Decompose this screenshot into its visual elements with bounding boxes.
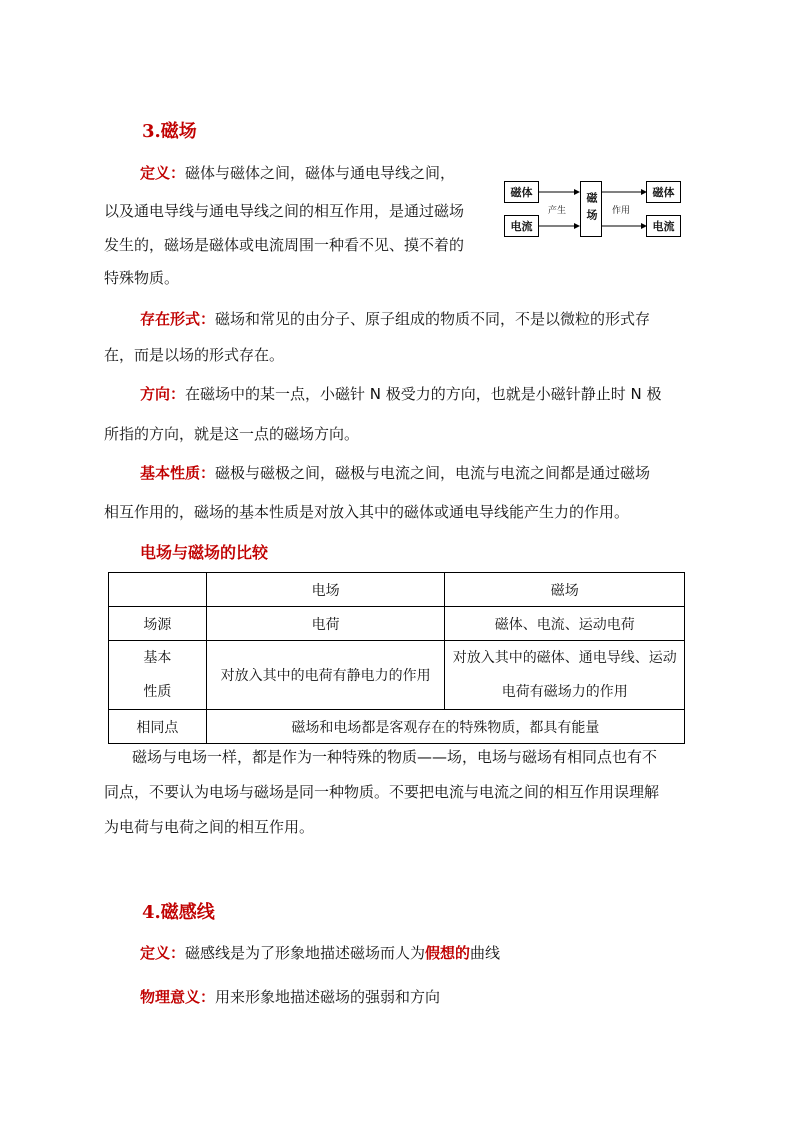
table-header-empty bbox=[109, 573, 207, 607]
box-magnetic-field: 磁场 bbox=[580, 181, 602, 237]
comparison-table bbox=[108, 572, 685, 744]
physical-meaning-text: 用来形象地描述磁场的强弱和方向 bbox=[215, 988, 441, 1006]
property-line-1 bbox=[140, 463, 650, 483]
box-magnet-target: 磁体 bbox=[646, 181, 681, 203]
cell-property-magnetic-1: 对放入其中的磁体、通电导线、运动 bbox=[452, 650, 677, 666]
table-header-magnetic: 磁场 bbox=[445, 573, 685, 607]
label-produce: 产生 bbox=[548, 206, 567, 216]
section-3-heading: 3.磁场 bbox=[142, 121, 197, 142]
table-row-source bbox=[109, 607, 685, 641]
definition-line-3: 发生的，磁场是磁体或电流周围一种看不见、摸不着的 bbox=[104, 236, 465, 254]
table-row-common bbox=[109, 710, 685, 744]
cell-property-magnetic bbox=[445, 641, 685, 710]
cell-property-label-1: 基本 bbox=[143, 650, 172, 666]
definition-text-1: 磁体与磁体之间，磁体与通电导线之间， bbox=[185, 164, 456, 182]
induction-definition-label: 定义： bbox=[140, 944, 186, 962]
note-line-3: 为电荷与电荷之间的相互作用。 bbox=[104, 818, 315, 836]
direction-label: 方向： bbox=[140, 385, 186, 403]
induction-definition-after: 曲线 bbox=[470, 944, 501, 962]
physical-meaning-line bbox=[140, 987, 440, 1007]
definition-line-1 bbox=[140, 163, 455, 183]
definition-line-4: 特殊物质。 bbox=[104, 269, 180, 287]
definition-line-2: 以及通电导线与通电导线之间的相互作用，是通过磁场 bbox=[104, 202, 465, 220]
property-line-2: 相互作用的，磁场的基本性质是对放入其中的磁体或通电导线能产生力的作用。 bbox=[104, 503, 630, 521]
existence-line-2: 在，而是以场的形式存在。 bbox=[104, 346, 285, 364]
induction-definition-line bbox=[140, 943, 500, 963]
induction-definition-before: 磁感线是为了形象地描述磁场而人为 bbox=[185, 944, 426, 962]
cell-property-electric: 对放入其中的电荷有静电力的作用 bbox=[206, 641, 445, 710]
box-current-target: 电流 bbox=[646, 215, 681, 237]
table-header-row bbox=[109, 573, 685, 607]
cell-property-label-2: 性质 bbox=[143, 684, 172, 700]
definition-label: 定义： bbox=[140, 164, 186, 182]
note-line-2: 同点，不要认为电场与磁场是同一种物质。不要把电流与电流之间的相互作用误理解 bbox=[104, 783, 660, 801]
box-magnet-source: 磁体 bbox=[504, 181, 539, 203]
cell-property-magnetic-2: 电荷有磁场力的作用 bbox=[501, 684, 628, 700]
existence-line-1 bbox=[140, 309, 650, 329]
direction-line-1 bbox=[140, 384, 662, 404]
comparison-title: 电场与磁场的比较 bbox=[140, 543, 269, 562]
physical-meaning-label: 物理意义： bbox=[140, 988, 216, 1006]
cell-source-label: 场源 bbox=[109, 607, 207, 641]
cell-common-text: 磁场和电场都是客观存在的特殊物质，都具有能量 bbox=[206, 710, 684, 744]
cell-common-label: 相同点 bbox=[109, 710, 207, 744]
section-4-heading: 4.磁感线 bbox=[142, 902, 215, 923]
property-label: 基本性质： bbox=[140, 464, 216, 482]
direction-text-1: 在磁场中的某一点，小磁针 N 极受力的方向，也就是小磁针静止时 N 极 bbox=[185, 385, 662, 403]
box-current-source: 电流 bbox=[504, 215, 539, 237]
existence-text-1: 磁场和常见的由分子、原子组成的物质不同，不是以微粒的形式存 bbox=[215, 310, 651, 328]
direction-line-2: 所指的方向，就是这一点的磁场方向。 bbox=[104, 425, 360, 443]
table-row-property bbox=[109, 641, 685, 710]
cell-property-label bbox=[109, 641, 207, 710]
note-line-1: 磁场与电场一样，都是作为一种特殊的物质——场，电场与磁场有相同点也有不 bbox=[132, 748, 658, 766]
table-header-electric: 电场 bbox=[206, 573, 445, 607]
cell-source-magnetic: 磁体、电流、运动电荷 bbox=[445, 607, 685, 641]
label-act: 作用 bbox=[612, 206, 631, 216]
existence-label: 存在形式： bbox=[140, 310, 216, 328]
property-text-1: 磁极与磁极之间，磁极与电流之间，电流与电流之间都是通过磁场 bbox=[215, 464, 651, 482]
cell-source-electric: 电荷 bbox=[206, 607, 445, 641]
induction-definition-emphasis: 假想的 bbox=[425, 944, 471, 962]
